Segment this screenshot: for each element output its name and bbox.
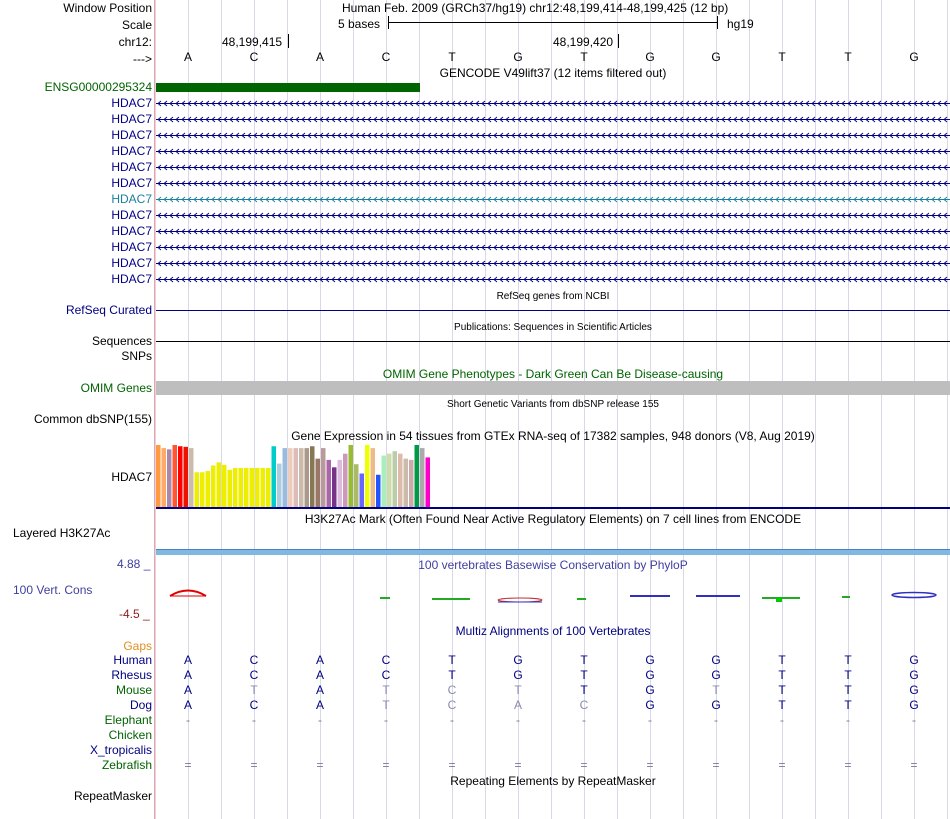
multiz-base: = [316, 758, 324, 772]
gtex-tissue-bar[interactable] [310, 446, 315, 507]
multiz-base: C [249, 653, 259, 667]
multiz-base: T [844, 683, 852, 697]
hdac7-transcript-label[interactable]: HDAC7 [111, 272, 152, 286]
coord-1: 48,199,415 [222, 35, 283, 49]
multiz-base: G [909, 683, 919, 697]
multiz-base: - [450, 713, 454, 727]
multiz-species-label[interactable]: Human [113, 653, 152, 667]
phylop-mark-10 [776, 598, 782, 602]
dbsnp-title[interactable]: Short Genetic Variants from dbSNP release 155 [447, 399, 659, 410]
multiz-base: - [648, 713, 652, 727]
hdac7-transcript-label[interactable]: HDAC7 [111, 96, 152, 110]
gtex-tissue-bar[interactable] [316, 459, 321, 507]
multiz-base: = [250, 758, 258, 772]
refseq-label[interactable]: RefSeq Curated [65, 303, 152, 317]
gtex-tissue-bar[interactable] [332, 467, 337, 507]
multiz-base: A [183, 668, 192, 682]
repeatmasker-title[interactable]: Repeating Elements by RepeatMasker [450, 774, 656, 788]
gtex-tissue-bar[interactable] [283, 448, 288, 507]
gtex-tissue-bar[interactable] [228, 470, 233, 507]
hdac7-transcript-label[interactable]: HDAC7 [111, 224, 152, 238]
multiz-base: G [909, 698, 919, 712]
multiz-base: = [514, 758, 522, 772]
multiz-base: T [448, 653, 456, 667]
multiz-base: G [711, 698, 721, 712]
gencode-ensg-label[interactable]: ENSG00000295324 [44, 80, 152, 94]
refseq-title[interactable]: RefSeq genes from NCBI [496, 291, 610, 302]
hdac7-transcript-lines[interactable] [156, 101, 950, 282]
sequence-base: A [183, 50, 192, 64]
publications-label[interactable]: Sequences [91, 334, 152, 348]
hdac7-transcript-label[interactable]: HDAC7 [111, 176, 152, 190]
sequence-base: G [909, 50, 919, 64]
sequence-base: C [249, 50, 259, 64]
publications-title[interactable]: Publications: Sequences in Scientific Articles [454, 322, 652, 333]
gtex-tissue-bar[interactable] [294, 448, 299, 507]
gtex-tissue-bar[interactable] [376, 475, 381, 507]
multiz-base: C [381, 668, 391, 682]
snps-label[interactable]: SNPs [121, 349, 152, 363]
sequence-base: A [315, 50, 324, 64]
gtex-tissue-bar[interactable] [365, 445, 370, 507]
assembly-label: hg19 [727, 17, 754, 31]
multiz-species-label[interactable]: Rhesus [111, 668, 152, 682]
gtex-tissue-bar[interactable] [343, 454, 348, 507]
multiz-species-label[interactable]: Dog [129, 698, 152, 712]
gtex-tissue-bar[interactable] [244, 468, 249, 507]
h3k27ac-title[interactable]: H3K27Ac Mark (Often Found Near Active Regulatory Elements) on 7 cell lines from ENCODE [304, 512, 802, 526]
multiz-base: = [580, 758, 588, 772]
gtex-tissue-bar[interactable] [393, 451, 398, 507]
phylop-title[interactable]: 100 vertebrates Basewise Conservation by PhyloP [418, 558, 688, 572]
gtex-tissue-bar[interactable] [404, 459, 409, 507]
gtex-tissue-bar[interactable] [167, 449, 172, 507]
phylop-mark-4 [498, 598, 542, 602]
gtex-tissue-bar[interactable] [354, 464, 359, 507]
gtex-tissue-bar[interactable] [239, 468, 244, 507]
multiz-base: = [910, 758, 918, 772]
h3k27ac-signal[interactable] [156, 550, 950, 555]
multiz-species-label[interactable]: Elephant [104, 713, 152, 727]
multiz-base: G [645, 683, 655, 697]
multiz-base: G [909, 653, 919, 667]
multiz-base: T [580, 668, 588, 682]
multiz-base: T [382, 683, 390, 697]
gtex-tissue-bar[interactable] [162, 448, 167, 507]
hdac7-transcript-label[interactable]: HDAC7 [111, 256, 152, 270]
multiz-base: = [646, 758, 654, 772]
multiz-base: = [382, 758, 390, 772]
multiz-base: T [580, 683, 588, 697]
hdac7-transcript-label[interactable]: HDAC7 [111, 192, 152, 206]
multiz-base: C [249, 668, 259, 682]
gtex-tissue-bar[interactable] [250, 468, 255, 507]
multiz-base: G [513, 653, 523, 667]
gtex-tissue-bar[interactable] [409, 460, 414, 507]
multiz-base: C [579, 698, 589, 712]
gtex-tissue-bar[interactable] [338, 460, 343, 507]
window-position-label: Window Position [63, 1, 152, 15]
multiz-base: A [183, 698, 192, 712]
gtex-tissue-bar[interactable] [387, 454, 392, 507]
sequence-base: G [645, 50, 655, 64]
strand-arrow-label: ---> [133, 52, 152, 66]
hdac7-transcript-label[interactable]: HDAC7 [111, 160, 152, 174]
multiz-base: T [778, 683, 786, 697]
multiz-base: A [183, 653, 192, 667]
dbsnp-label[interactable]: Common dbSNP(155) [33, 412, 152, 426]
gtex-tissue-bar[interactable] [261, 468, 266, 507]
multiz-base: T [778, 698, 786, 712]
sequence-base: G [711, 50, 721, 64]
gtex-tissue-bar[interactable] [184, 447, 189, 507]
gencode-ensg-bar[interactable] [156, 83, 420, 92]
sequence-base: T [844, 50, 852, 64]
gtex-tissue-bar[interactable] [255, 468, 260, 507]
gtex-tissue-bar[interactable] [371, 448, 376, 507]
gtex-tissue-bar[interactable] [217, 462, 222, 507]
multiz-base: T [580, 653, 588, 667]
h3k27ac-label[interactable]: Layered H3K27Ac [13, 526, 111, 540]
multiz-base: T [844, 698, 852, 712]
multiz-base: G [645, 698, 655, 712]
phylop-max-label: 4.88 _ [117, 557, 151, 571]
multiz-base: G [711, 668, 721, 682]
repeatmasker-label[interactable]: RepeatMasker [73, 789, 152, 803]
multiz-base: = [712, 758, 720, 772]
multiz-base: G [909, 668, 919, 682]
multiz-base: - [582, 713, 586, 727]
multiz-base: G [645, 668, 655, 682]
multiz-base: C [249, 698, 259, 712]
hdac7-transcript-label[interactable]: HDAC7 [111, 128, 152, 142]
gtex-tissue-bar[interactable] [222, 465, 227, 507]
phylop-label[interactable]: 100 Vert. Cons [13, 583, 93, 597]
gtex-tissue-bar[interactable] [195, 472, 200, 507]
coord-2: 48,199,420 [553, 35, 614, 49]
gtex-tissue-bar[interactable] [272, 446, 277, 507]
gtex-tissue-bar[interactable] [420, 448, 425, 507]
gtex-tissue-bar[interactable] [305, 448, 310, 507]
gtex-tissue-bar[interactable] [299, 448, 304, 507]
gtex-expression-bars[interactable] [156, 445, 430, 507]
hdac7-transcript-label[interactable]: HDAC7 [111, 208, 152, 222]
gtex-tissue-bar[interactable] [382, 456, 387, 507]
multiz-base: C [447, 683, 457, 697]
multiz-species-label[interactable]: Mouse [115, 683, 152, 697]
multiz-base: = [184, 758, 192, 772]
gtex-tissue-bar[interactable] [327, 460, 332, 507]
phylop-min-label: -4.5 _ [119, 607, 150, 621]
sequence-base: C [381, 50, 391, 64]
multiz-title[interactable]: Multiz Alignments of 100 Vertebrates [455, 624, 651, 638]
multiz-base: A [315, 668, 324, 682]
multiz-species-label[interactable]: Chicken [108, 728, 152, 742]
multiz-base: A [315, 683, 324, 697]
gtex-tissue-bar[interactable] [206, 471, 211, 507]
gtex-tissue-bar[interactable] [415, 445, 420, 507]
multiz-base: - [516, 713, 520, 727]
hdac7-transcript-label[interactable]: HDAC7 [111, 144, 152, 158]
multiz-base: - [186, 713, 190, 727]
multiz-base: - [384, 713, 388, 727]
sequence-base: T [778, 50, 786, 64]
gtex-tissue-bar[interactable] [200, 472, 205, 507]
hdac7-transcript-label[interactable]: HDAC7 [111, 240, 152, 254]
multiz-base: = [778, 758, 786, 772]
gtex-tissue-bar[interactable] [360, 474, 365, 507]
multiz-base: T [778, 653, 786, 667]
window-position-text: Human Feb. 2009 (GRCh37/hg19) chr12:48,199,414-48,199,425 (12 bp) [342, 1, 729, 15]
multiz-base: T [712, 683, 720, 697]
multiz-base: C [381, 653, 391, 667]
multiz-base: - [780, 713, 784, 727]
multiz-base: T [844, 668, 852, 682]
hdac7-transcript-label[interactable]: HDAC7 [111, 112, 152, 126]
multiz-base: A [315, 653, 324, 667]
gtex-tissue-bar[interactable] [178, 446, 183, 507]
omim-bar[interactable] [156, 381, 950, 395]
multiz-base: G [711, 653, 721, 667]
gtex-title[interactable]: Gene Expression in 54 tissues from GTEx RNA-seq of 17382 samples, 948 donors (V8, Aug 2019) [291, 429, 815, 443]
multiz-base: - [252, 713, 256, 727]
multiz-base: T [448, 668, 456, 682]
multiz-base: - [714, 713, 718, 727]
gencode-title[interactable]: GENCODE V49lift37 (12 items filtered out) [439, 66, 667, 80]
multiz-base: - [912, 713, 916, 727]
multiz-base: - [846, 713, 850, 727]
gtex-tissue-bar[interactable] [349, 445, 354, 507]
gtex-label[interactable]: HDAC7 [111, 470, 152, 484]
gaps-label[interactable]: Gaps [123, 639, 152, 653]
scale-text: 5 bases [338, 17, 381, 31]
gtex-tissue-bar[interactable] [189, 448, 194, 507]
multiz-base: A [183, 683, 192, 697]
multiz-base: = [844, 758, 852, 772]
gtex-tissue-bar[interactable] [288, 448, 293, 507]
gtex-tissue-bar[interactable] [233, 468, 238, 507]
sequence-base: T [448, 50, 456, 64]
multiz-base: - [318, 713, 322, 727]
multiz-base: G [513, 668, 523, 682]
multiz-base: A [315, 698, 324, 712]
omim-label[interactable]: OMIM Genes [80, 381, 152, 395]
scale-label: Scale [121, 18, 152, 32]
multiz-base: T [778, 668, 786, 682]
gtex-tissue-bar[interactable] [398, 454, 403, 507]
gtex-tissue-bar[interactable] [173, 445, 178, 507]
gtex-tissue-bar[interactable] [266, 468, 271, 507]
multiz-base: A [513, 698, 522, 712]
chrom-label: chr12: [118, 35, 152, 49]
sequence-base: G [513, 50, 523, 64]
gtex-tissue-bar[interactable] [426, 457, 431, 507]
multiz-base: T [250, 683, 258, 697]
multiz-base: T [844, 653, 852, 667]
multiz-base: T [514, 683, 522, 697]
multiz-base: C [447, 698, 457, 712]
sequence-base: T [580, 50, 588, 64]
gtex-tissue-bar[interactable] [211, 465, 216, 507]
phylop-signal[interactable] [170, 591, 936, 603]
gtex-tissue-bar[interactable] [156, 445, 161, 507]
multiz-base: = [448, 758, 456, 772]
multiz-species-label[interactable]: Zebrafish [101, 758, 152, 772]
gtex-tissue-bar[interactable] [277, 464, 282, 507]
multiz-base: G [645, 653, 655, 667]
gtex-tissue-bar[interactable] [321, 448, 326, 507]
multiz-species-label[interactable]: X_tropicalis [89, 743, 152, 757]
multiz-base: T [382, 698, 390, 712]
omim-title[interactable]: OMIM Gene Phenotypes - Dark Green Can Be Disease-causing [382, 367, 724, 381]
